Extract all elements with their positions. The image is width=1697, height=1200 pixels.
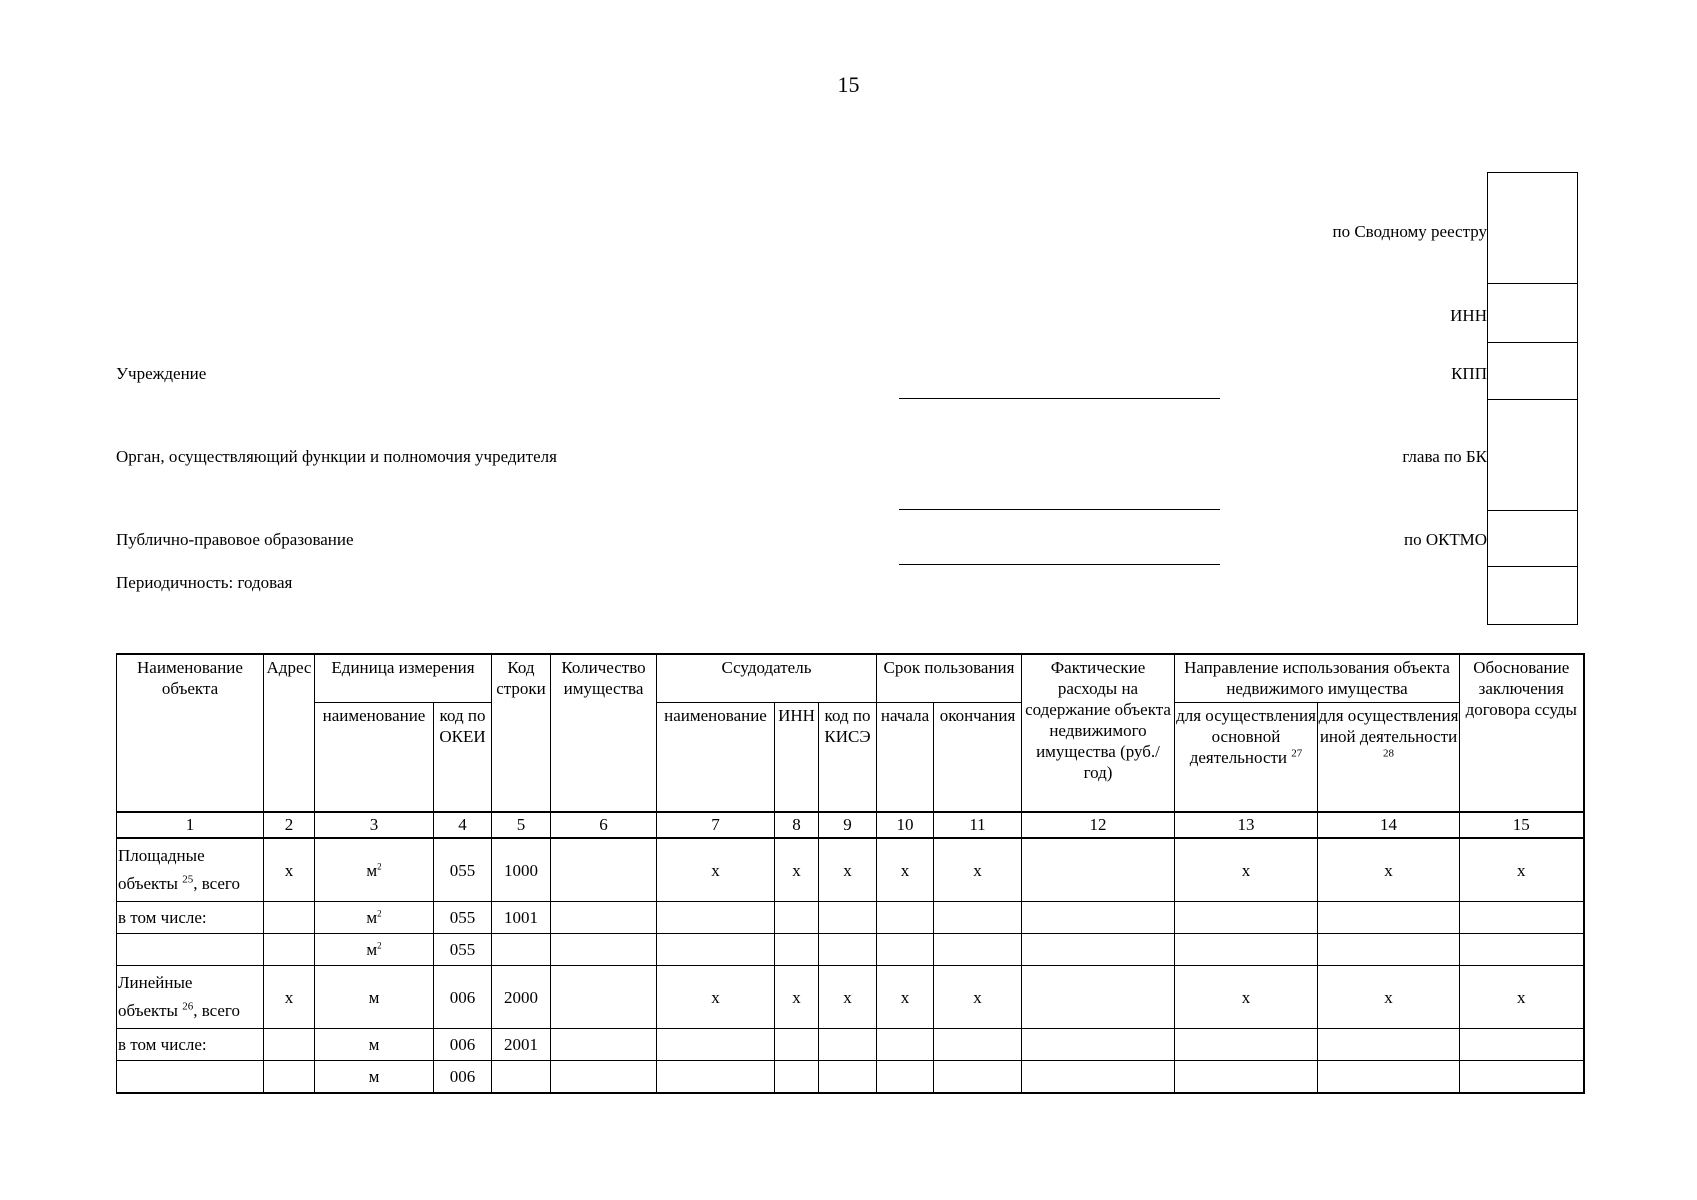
cell-term-start: x [877,966,934,1029]
cell-quantity[interactable] [551,838,657,902]
cell-term-start[interactable] [877,934,934,966]
cell-term-end[interactable] [934,1029,1022,1061]
col-header-quantity: Количество имущества [551,654,657,812]
col-header-lender-name: наименование [657,702,775,812]
column-number: 4 [434,812,492,838]
cell-lender-name[interactable] [657,1029,775,1061]
col-header-kise: код по КИСЭ [819,702,877,812]
cell-main-activity: x [1175,838,1318,902]
row-name-empty[interactable] [117,934,264,966]
cell-other-activity: x [1318,838,1460,902]
column-number: 13 [1175,812,1318,838]
registry-code-label: по Сводному реестру [1332,222,1487,241]
col-header-term-start: начала [877,702,934,812]
cell-term-end: x [934,838,1022,902]
cell-kise: x [819,966,877,1029]
inn-code-cell[interactable] [1488,284,1577,343]
cell-other-activity[interactable] [1318,902,1460,934]
col-header-okei: код по ОКЕИ [434,702,492,812]
col-header-address: Адрес [264,654,315,812]
row-name-empty[interactable] [117,1061,264,1094]
cell-address: x [264,966,315,1029]
page-number: 15 [837,72,860,97]
cell-okei: 006 [434,966,492,1029]
cell-lender-inn: x [775,966,819,1029]
column-number: 8 [775,812,819,838]
table-row-linear-total [117,966,1584,1029]
table-row-area-item [117,934,1584,966]
cell-expenses[interactable] [1022,838,1175,902]
cell-expenses[interactable] [1022,1061,1175,1094]
col-header-unit: Единица измерения [315,654,492,702]
cell-address[interactable] [264,934,315,966]
cell-quantity[interactable] [551,902,657,934]
cell-other-activity[interactable] [1318,1061,1460,1094]
cell-term-end[interactable] [934,934,1022,966]
column-number: 3 [315,812,434,838]
row-name-including: в том числе: [117,902,264,934]
column-number: 9 [819,812,877,838]
cell-basis[interactable] [1460,1061,1584,1094]
cell-lender-name[interactable] [657,902,775,934]
cell-lender-inn[interactable] [775,1029,819,1061]
cell-unit-name: м [315,1029,434,1061]
col-header-lender: Ссудодатель [657,654,877,702]
cell-main-activity[interactable] [1175,934,1318,966]
cell-quantity[interactable] [551,1061,657,1094]
cell-lender-inn[interactable] [775,934,819,966]
cell-main-activity[interactable] [1175,1029,1318,1061]
cell-basis[interactable] [1460,902,1584,934]
col-header-main-activity: для осуществления основной деятельности $^{27}$ [1175,702,1318,812]
column-number: 1 [117,812,264,838]
row-name-area-total: Площадные объекты $^{25}$, всего [117,838,264,902]
cell-main-activity[interactable] [1175,1061,1318,1094]
cell-lender-name[interactable] [657,934,775,966]
cell-okei: 006 [434,1061,492,1094]
column-numbers-row [117,812,1584,838]
cell-expenses[interactable] [1022,902,1175,934]
cell-kise: x [819,838,877,902]
table-row-area-including [117,902,1584,934]
cell-quantity[interactable] [551,1029,657,1061]
cell-okei: 006 [434,1029,492,1061]
cell-other-activity[interactable] [1318,934,1460,966]
cell-basis: x [1460,966,1584,1029]
cell-term-end: x [934,966,1022,1029]
cell-address: x [264,838,315,902]
column-number: 11 [934,812,1022,838]
cell-unit-name: $м^2$ [315,838,434,902]
cell-other-activity[interactable] [1318,1029,1460,1061]
cell-kise[interactable] [819,902,877,934]
col-header-lender-inn: ИНН [775,702,819,812]
codes-box [1487,172,1578,625]
cell-address[interactable] [264,902,315,934]
cell-basis[interactable] [1460,934,1584,966]
column-number: 2 [264,812,315,838]
column-number: 10 [877,812,934,838]
cell-unit-name: м [315,966,434,1029]
cell-lender-inn[interactable] [775,902,819,934]
cell-unit-name: м [315,1061,434,1094]
col-header-basis: Обоснование заключения договора ссуды [1460,654,1584,812]
municipality-field-line[interactable] [899,564,1220,565]
cell-okei: 055 [434,934,492,966]
table-row-linear-item [117,1061,1584,1094]
cell-lender-name[interactable] [657,1061,775,1094]
col-header-term-end: окончания [934,702,1022,812]
inn-code-label: ИНН [1450,306,1487,325]
col-header-term: Срок пользования [877,654,1022,702]
periodicity-code-cell[interactable] [1488,567,1577,623]
chapter-code-label: глава по БК [1402,447,1487,466]
cell-lender-name: x [657,966,775,1029]
table-row-area-total [117,838,1584,902]
cell-basis: x [1460,838,1584,902]
cell-address[interactable] [264,1061,315,1094]
col-header-other-activity: для осуществления иной деятельности $^{28}$ [1318,702,1460,812]
cell-term-start: x [877,838,934,902]
cell-line-code: 1000 [492,838,551,902]
chapter-code-cell[interactable] [1488,400,1577,511]
cell-term-start[interactable] [877,1029,934,1061]
cell-kise[interactable] [819,934,877,966]
founder-field-line[interactable] [899,509,1220,510]
cell-term-start[interactable] [877,902,934,934]
founder-label: Орган, осуществляющий функции и полномочия учредителя [116,447,557,466]
cell-other-activity: x [1318,966,1460,1029]
column-number: 12 [1022,812,1175,838]
cell-kise[interactable] [819,1061,877,1094]
cell-lender-name: x [657,838,775,902]
cell-lender-inn: x [775,838,819,902]
col-header-line-code: Код строки [492,654,551,812]
cell-basis[interactable] [1460,1029,1584,1061]
cell-expenses[interactable] [1022,1029,1175,1061]
cell-line-code: 1001 [492,902,551,934]
oktmo-code-cell[interactable] [1488,511,1577,567]
cell-unit-name: $м^2$ [315,934,434,966]
cell-line-code[interactable] [492,934,551,966]
column-number: 7 [657,812,775,838]
col-header-object-name: Наименование объекта [117,654,264,812]
cell-term-end[interactable] [934,1061,1022,1094]
cell-term-start[interactable] [877,1061,934,1094]
column-number: 14 [1318,812,1460,838]
row-name-including: в том числе: [117,1029,264,1061]
kpp-code-cell[interactable] [1488,344,1577,400]
cell-main-activity[interactable] [1175,902,1318,934]
cell-line-code: 2001 [492,1029,551,1061]
property-table [116,653,1585,1094]
cell-line-code: 2000 [492,966,551,1029]
cell-main-activity: x [1175,966,1318,1029]
periodicity-label: Периодичность: годовая [116,573,293,592]
col-header-expenses: Фактические расходы на содержание объекта недвижимого имущества (руб./год) [1022,654,1175,812]
column-number: 15 [1460,812,1584,838]
cell-line-code[interactable] [492,1061,551,1094]
col-header-direction: Направление использования объекта недвижимого имущества [1175,654,1460,702]
kpp-code-label: КПП [1451,364,1487,383]
registry-code-cell[interactable] [1488,173,1577,284]
cell-lender-inn[interactable] [775,1061,819,1094]
cell-expenses[interactable] [1022,934,1175,966]
cell-unit-name: $м^2$ [315,902,434,934]
cell-quantity[interactable] [551,966,657,1029]
oktmo-code-label: по ОКТМО [1403,530,1487,549]
cell-okei: 055 [434,902,492,934]
institution-field-line[interactable] [899,398,1220,399]
cell-address[interactable] [264,1029,315,1061]
cell-kise[interactable] [819,1029,877,1061]
institution-label: Учреждение [116,364,207,383]
cell-expenses[interactable] [1022,966,1175,1029]
column-number: 5 [492,812,551,838]
municipality-label: Публично-правовое образование [116,530,354,549]
cell-term-end[interactable] [934,902,1022,934]
cell-okei: 055 [434,838,492,902]
column-number: 6 [551,812,657,838]
row-name-linear-total: Линейные объекты $^{26}$, всего [117,966,264,1029]
col-header-unit-name: наименование [315,702,434,812]
cell-quantity[interactable] [551,934,657,966]
table-row-linear-including [117,1029,1584,1061]
